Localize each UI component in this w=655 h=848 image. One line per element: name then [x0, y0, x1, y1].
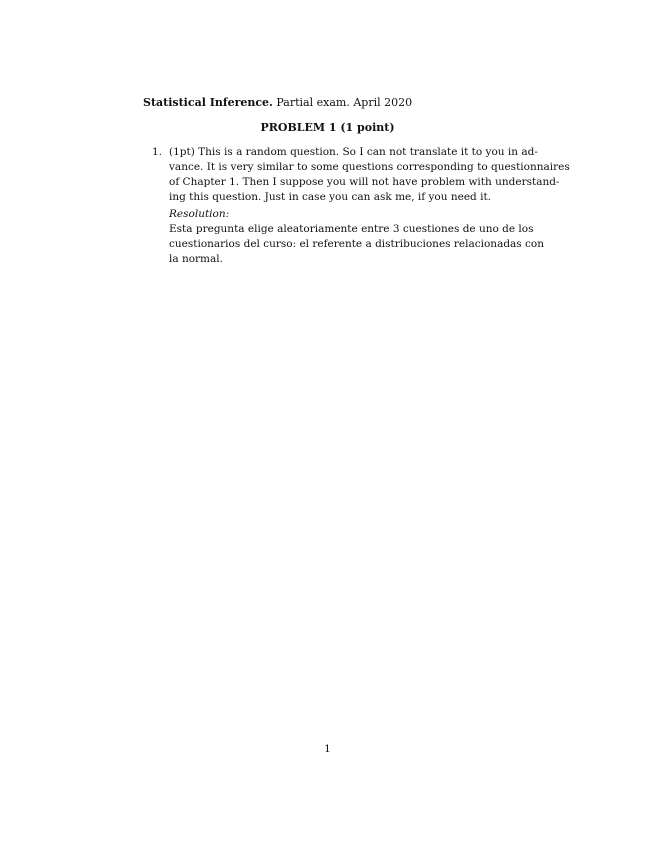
page-number: 1 [324, 743, 331, 755]
item-text-line: ing this question. Just in case you can ask me, if you need it. [169, 191, 492, 203]
resolution-text-line: Esta pregunta elige aleatoriamente entre 3 cuestiones de uno de los [169, 223, 534, 235]
resolution-text-line: la normal. [169, 253, 223, 265]
item-body [169, 145, 570, 265]
resolution-block [169, 207, 544, 267]
item-number: 1. [152, 146, 163, 158]
item-text-line: (1pt) This is a random question. So I can not translate it to you in ad- [169, 146, 538, 158]
course-title: Statistical Inference. [143, 96, 273, 109]
document-header [143, 96, 412, 110]
problem-title: PROBLEM 1 (1 point) [260, 121, 395, 134]
resolution-label: Resolution: [169, 208, 230, 220]
exam-type: Partial exam. [276, 96, 350, 109]
item-text-line: of Chapter 1. Then I suppose you will not have problem with understand- [169, 176, 560, 188]
resolution-text-line: cuestionarios del curso: el referente a distribuciones relacionadas con [169, 238, 544, 250]
item-text-line: vance. It is very similar to some questions corresponding to questionnaires [169, 161, 570, 173]
exam-date: April 2020 [353, 96, 413, 109]
